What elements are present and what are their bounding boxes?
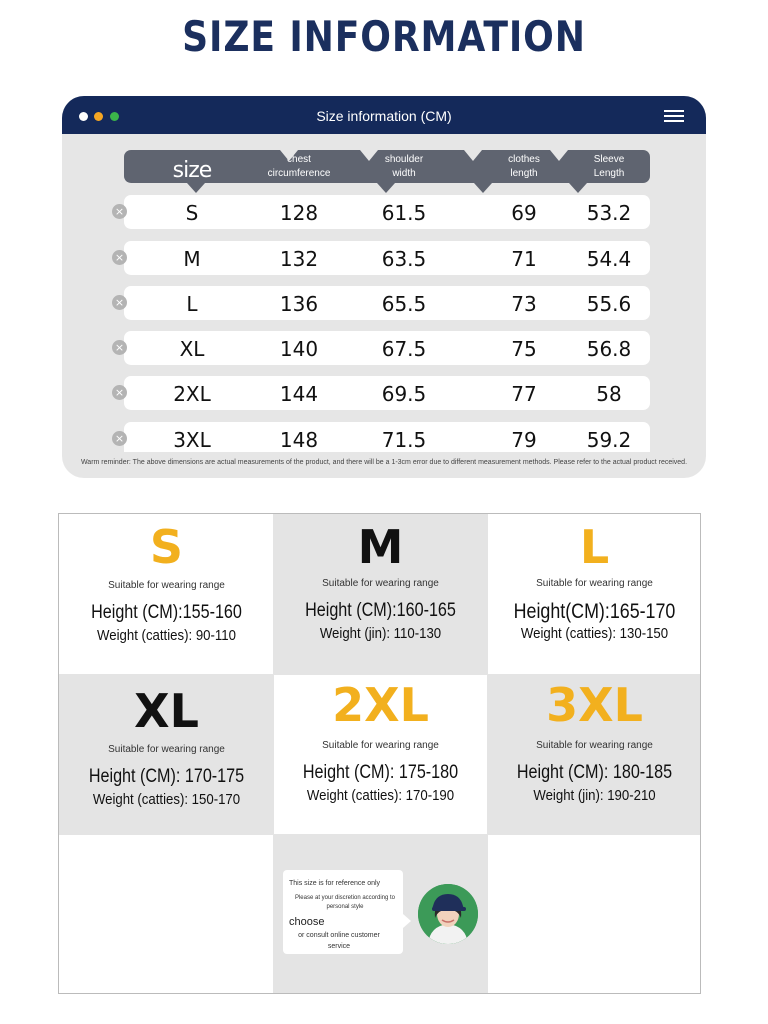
rec-weight: Weight (jin): 190-210 [533,787,656,804]
header-pointer [377,183,395,193]
rec-size: 3XL [546,678,643,732]
rec-weight: Weight (catties): 170-190 [306,787,455,804]
cell-chest: 128 [279,201,319,225]
rec-card-xl [59,674,274,835]
remove-row-icon[interactable]: × [112,431,127,446]
cell-size: 3XL [173,428,211,452]
header-notch [464,150,482,161]
rec-card-m [273,514,488,675]
header-size: size [172,157,212,183]
rec-range: Suitable for wearing range [536,578,653,589]
cell-chest: 140 [279,337,319,361]
cell-chest: 148 [279,428,319,452]
header-pointer [474,183,492,193]
measurement-reminder: Warm reminder: The above dimensions are actual measurements of the product, and there will be a 1-3cm error due to different measurement methods. Please refer to the actual product received. [80,459,688,466]
header-sleeve-length: Sleeve Length [593,153,625,179]
rec-range: Suitable for wearing range [536,740,653,751]
header-notch [550,150,568,161]
header-chest: chest circumference [267,153,331,179]
cell-size: L [186,292,198,316]
rec-weight: Weight (catties): 90-110 [97,627,236,644]
rec-weight: Weight (jin): 110-130 [319,625,442,642]
cell-chest: 132 [279,247,319,271]
rec-height: Height (CM): 180-185 [516,762,673,783]
table-row [114,241,650,275]
customer-service-avatar[interactable] [418,884,478,944]
page-title: SIZE INFORMATION [182,12,586,61]
rec-range: Suitable for wearing range [322,740,439,751]
cell-shoulder: 61.5 [381,201,427,225]
header-clothes-length: clothes length [508,153,540,179]
rec-size: L [579,520,610,574]
cell-clothes-length: 71 [511,247,537,271]
cell-sleeve-length: 58 [596,382,622,406]
rec-height: Height (CM): 170-175 [88,766,245,787]
table-header [124,150,650,183]
cell-shoulder: 67.5 [381,337,427,361]
rec-weight: Weight (catties): 150-170 [92,791,241,808]
cell-size: S [185,201,199,225]
rec-card-2xl [273,674,488,835]
cell-sleeve-length: 54.4 [586,247,632,271]
avatar-illustration [418,884,478,944]
remove-row-icon[interactable]: × [112,295,127,310]
reference-note-bubble [283,870,403,954]
remove-row-icon[interactable]: × [112,204,127,219]
rec-height: Height(CM):165-170 [513,600,676,623]
header-shoulder: shoulder width [384,153,424,179]
cell-clothes-length: 79 [511,428,537,452]
note-line-4: or consult online customer service [298,932,380,950]
table-row [114,286,650,320]
cell-chest: 144 [279,382,319,406]
rec-height: Height (CM):160-165 [305,600,456,621]
cell-chest: 136 [279,292,319,316]
rec-height: Height (CM):155-160 [91,602,242,623]
header-pointer [569,183,587,193]
rec-height: Height (CM): 175-180 [302,762,459,783]
rec-range: Suitable for wearing range [108,580,225,591]
rec-range: Suitable for wearing range [322,578,439,589]
header-notch [280,150,298,161]
note-line-1: This size is for reference only [289,880,381,887]
rec-range: Suitable for wearing range [108,744,225,755]
cell-size: M [183,247,201,271]
table-row [114,331,650,365]
rec-card-l [487,514,701,675]
rec-size: S [149,520,184,574]
cell-shoulder: 65.5 [381,292,427,316]
note-line-3: choose [289,916,325,928]
rec-weight: Weight (catties): 130-150 [520,625,669,642]
header-pointer [187,183,205,193]
cell-sleeve-length: 59.2 [586,428,632,452]
hamburger-menu-icon[interactable] [664,110,684,122]
rec-size: 2XL [332,678,429,732]
header-notch [360,150,378,161]
empty-cell [59,834,274,994]
empty-cell [487,834,701,994]
cell-clothes-length: 75 [511,337,537,361]
cell-clothes-length: 77 [511,382,537,406]
remove-row-icon[interactable]: × [112,340,127,355]
table-row [114,376,650,410]
window-title-bar [62,96,706,134]
customer-service-card [273,834,488,994]
remove-row-icon[interactable]: × [112,385,127,400]
cell-size: XL [179,337,205,361]
table-row [114,422,650,452]
note-line-2: Please at your discretion according to personal style [294,895,396,910]
rec-size: XL [134,684,199,738]
cell-size: 2XL [173,382,211,406]
rec-size: M [357,520,404,574]
cell-clothes-length: 69 [511,201,537,225]
cell-shoulder: 71.5 [381,428,427,452]
cell-sleeve-length: 53.2 [586,201,632,225]
cell-clothes-length: 73 [511,292,537,316]
size-recommendation-grid [58,513,701,994]
cell-shoulder: 69.5 [381,382,427,406]
cell-shoulder: 63.5 [381,247,427,271]
rec-card-s [59,514,274,675]
cell-sleeve-length: 56.8 [586,337,632,361]
table-row [114,195,650,229]
window-title: Size information (CM) [316,108,452,124]
remove-row-icon[interactable]: × [112,250,127,265]
cell-sleeve-length: 55.6 [586,292,632,316]
rec-card-3xl [487,674,701,835]
size-table-window [62,96,706,478]
